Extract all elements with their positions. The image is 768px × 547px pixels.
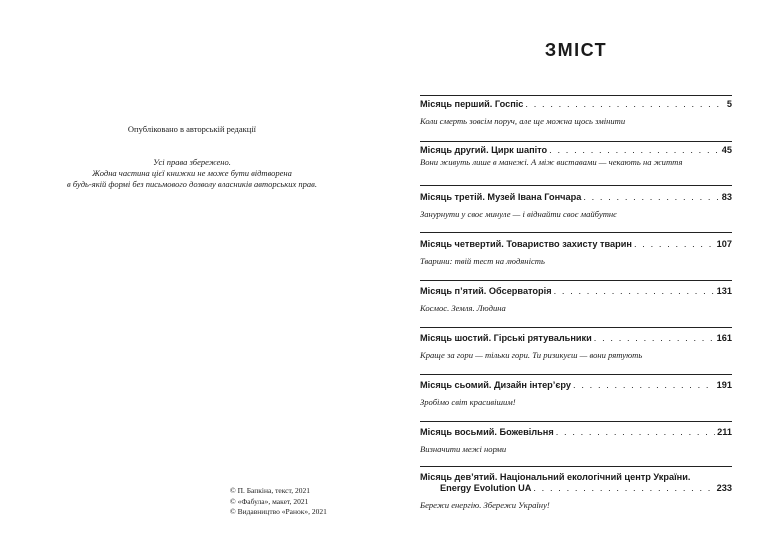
- divider: [420, 421, 732, 422]
- divider: [420, 374, 732, 375]
- entry-title: Місяць восьмий. Божевільня: [420, 427, 554, 437]
- rights-line: в будь-якій формі без письмового дозволу власників авторських прав.: [67, 179, 317, 189]
- entry-title: Місяць шостий. Гірські рятувальники: [420, 333, 592, 343]
- rights-line: Жодна частина цієї книжки не може бути відтворена: [92, 168, 292, 178]
- entry-page: 45: [721, 145, 732, 155]
- entry-page: 233: [716, 483, 732, 493]
- publication-note: Опубліковано в авторській редакції: [127, 124, 257, 134]
- credit-line: © Видавництво «Ранок», 2021: [230, 507, 327, 516]
- entry-subtitle: Занурнути у своє минуле — і віднайти своє майбутнє: [420, 209, 617, 219]
- entry-subtitle: Краще за гори — тільки гори. Ти ризикуєш — вони рятують: [420, 350, 643, 360]
- divider: [420, 466, 732, 467]
- entry-subtitle: Вони живуть лише в манежі. А між виставами — чекають на життя: [420, 157, 683, 167]
- leader-dots: [573, 380, 715, 391]
- toc-entry[interactable]: [420, 286, 732, 314]
- credit-line: © «Фабула», макет, 2021: [230, 496, 309, 506]
- copyright-credits: [230, 486, 327, 518]
- toc-entry[interactable]: [420, 239, 732, 267]
- entry-subtitle: Визначити межі норми: [420, 444, 507, 454]
- divider: [420, 141, 732, 142]
- rights-line: Усі права збережено.: [153, 157, 231, 167]
- toc-entry[interactable]: [420, 333, 732, 361]
- entry-subtitle: Тварини: твій тест на людяність: [420, 256, 545, 266]
- toc-entry[interactable]: [420, 99, 732, 127]
- entry-page: 161: [716, 333, 732, 343]
- right-page: [384, 0, 768, 547]
- divider: [420, 95, 732, 96]
- entry-title: Місяць сьомий. Дизайн інтер’єру: [420, 380, 572, 390]
- leader-dots: [554, 286, 715, 297]
- entry-title-continued: Energy Evolution UA: [440, 483, 532, 493]
- toc-entry[interactable]: [420, 192, 732, 220]
- toc-title: ЗМІСТ: [544, 40, 608, 60]
- divider: [420, 280, 732, 281]
- toc-entry[interactable]: [420, 472, 732, 511]
- entry-page: 83: [721, 192, 732, 202]
- entry-page: 131: [716, 286, 732, 296]
- entry-title: Місяць другий. Цирк шапіто: [420, 145, 548, 155]
- entry-title: Місяць п’ятий. Обсерваторія: [420, 286, 552, 296]
- entry-title: Місяць перший. Госпіс: [420, 99, 524, 109]
- entry-page: 191: [716, 380, 732, 390]
- toc-entry[interactable]: [420, 380, 732, 408]
- entry-title: Місяць дев’ятий. Національний екологічний центр України.: [420, 472, 691, 482]
- toc-entry[interactable]: [420, 145, 732, 168]
- leader-dots: [533, 483, 714, 494]
- toc-entry[interactable]: [420, 427, 732, 455]
- leader-dots: [634, 239, 715, 250]
- entry-page: 211: [717, 427, 732, 437]
- entry-title: Місяць третій. Музей Івана Гончара: [420, 192, 582, 202]
- entry-subtitle: Коли смерть зовсім поруч, але ще можна щось змінити: [420, 116, 626, 126]
- leader-dots: [549, 145, 720, 156]
- entry-page: 107: [716, 239, 732, 249]
- entry-title: Місяць четвертий. Товариство захисту тварин: [420, 239, 632, 249]
- divider: [420, 185, 732, 186]
- rights-notice: [0, 157, 384, 190]
- leader-dots: [556, 427, 715, 438]
- entry-subtitle: Зробімо світ красивішим!: [420, 397, 516, 407]
- divider: [420, 232, 732, 233]
- divider: [420, 327, 732, 328]
- entry-subtitle: Космос. Земля. Людина: [420, 303, 506, 313]
- entry-subtitle: Бережи енергію. Збережи Україну!: [420, 500, 550, 510]
- credit-line: © П. Бапкіна, текст, 2021: [230, 486, 310, 495]
- leader-dots: [594, 333, 715, 344]
- entry-page: 5: [726, 99, 732, 109]
- leader-dots: [583, 192, 719, 203]
- leader-dots: [525, 99, 724, 110]
